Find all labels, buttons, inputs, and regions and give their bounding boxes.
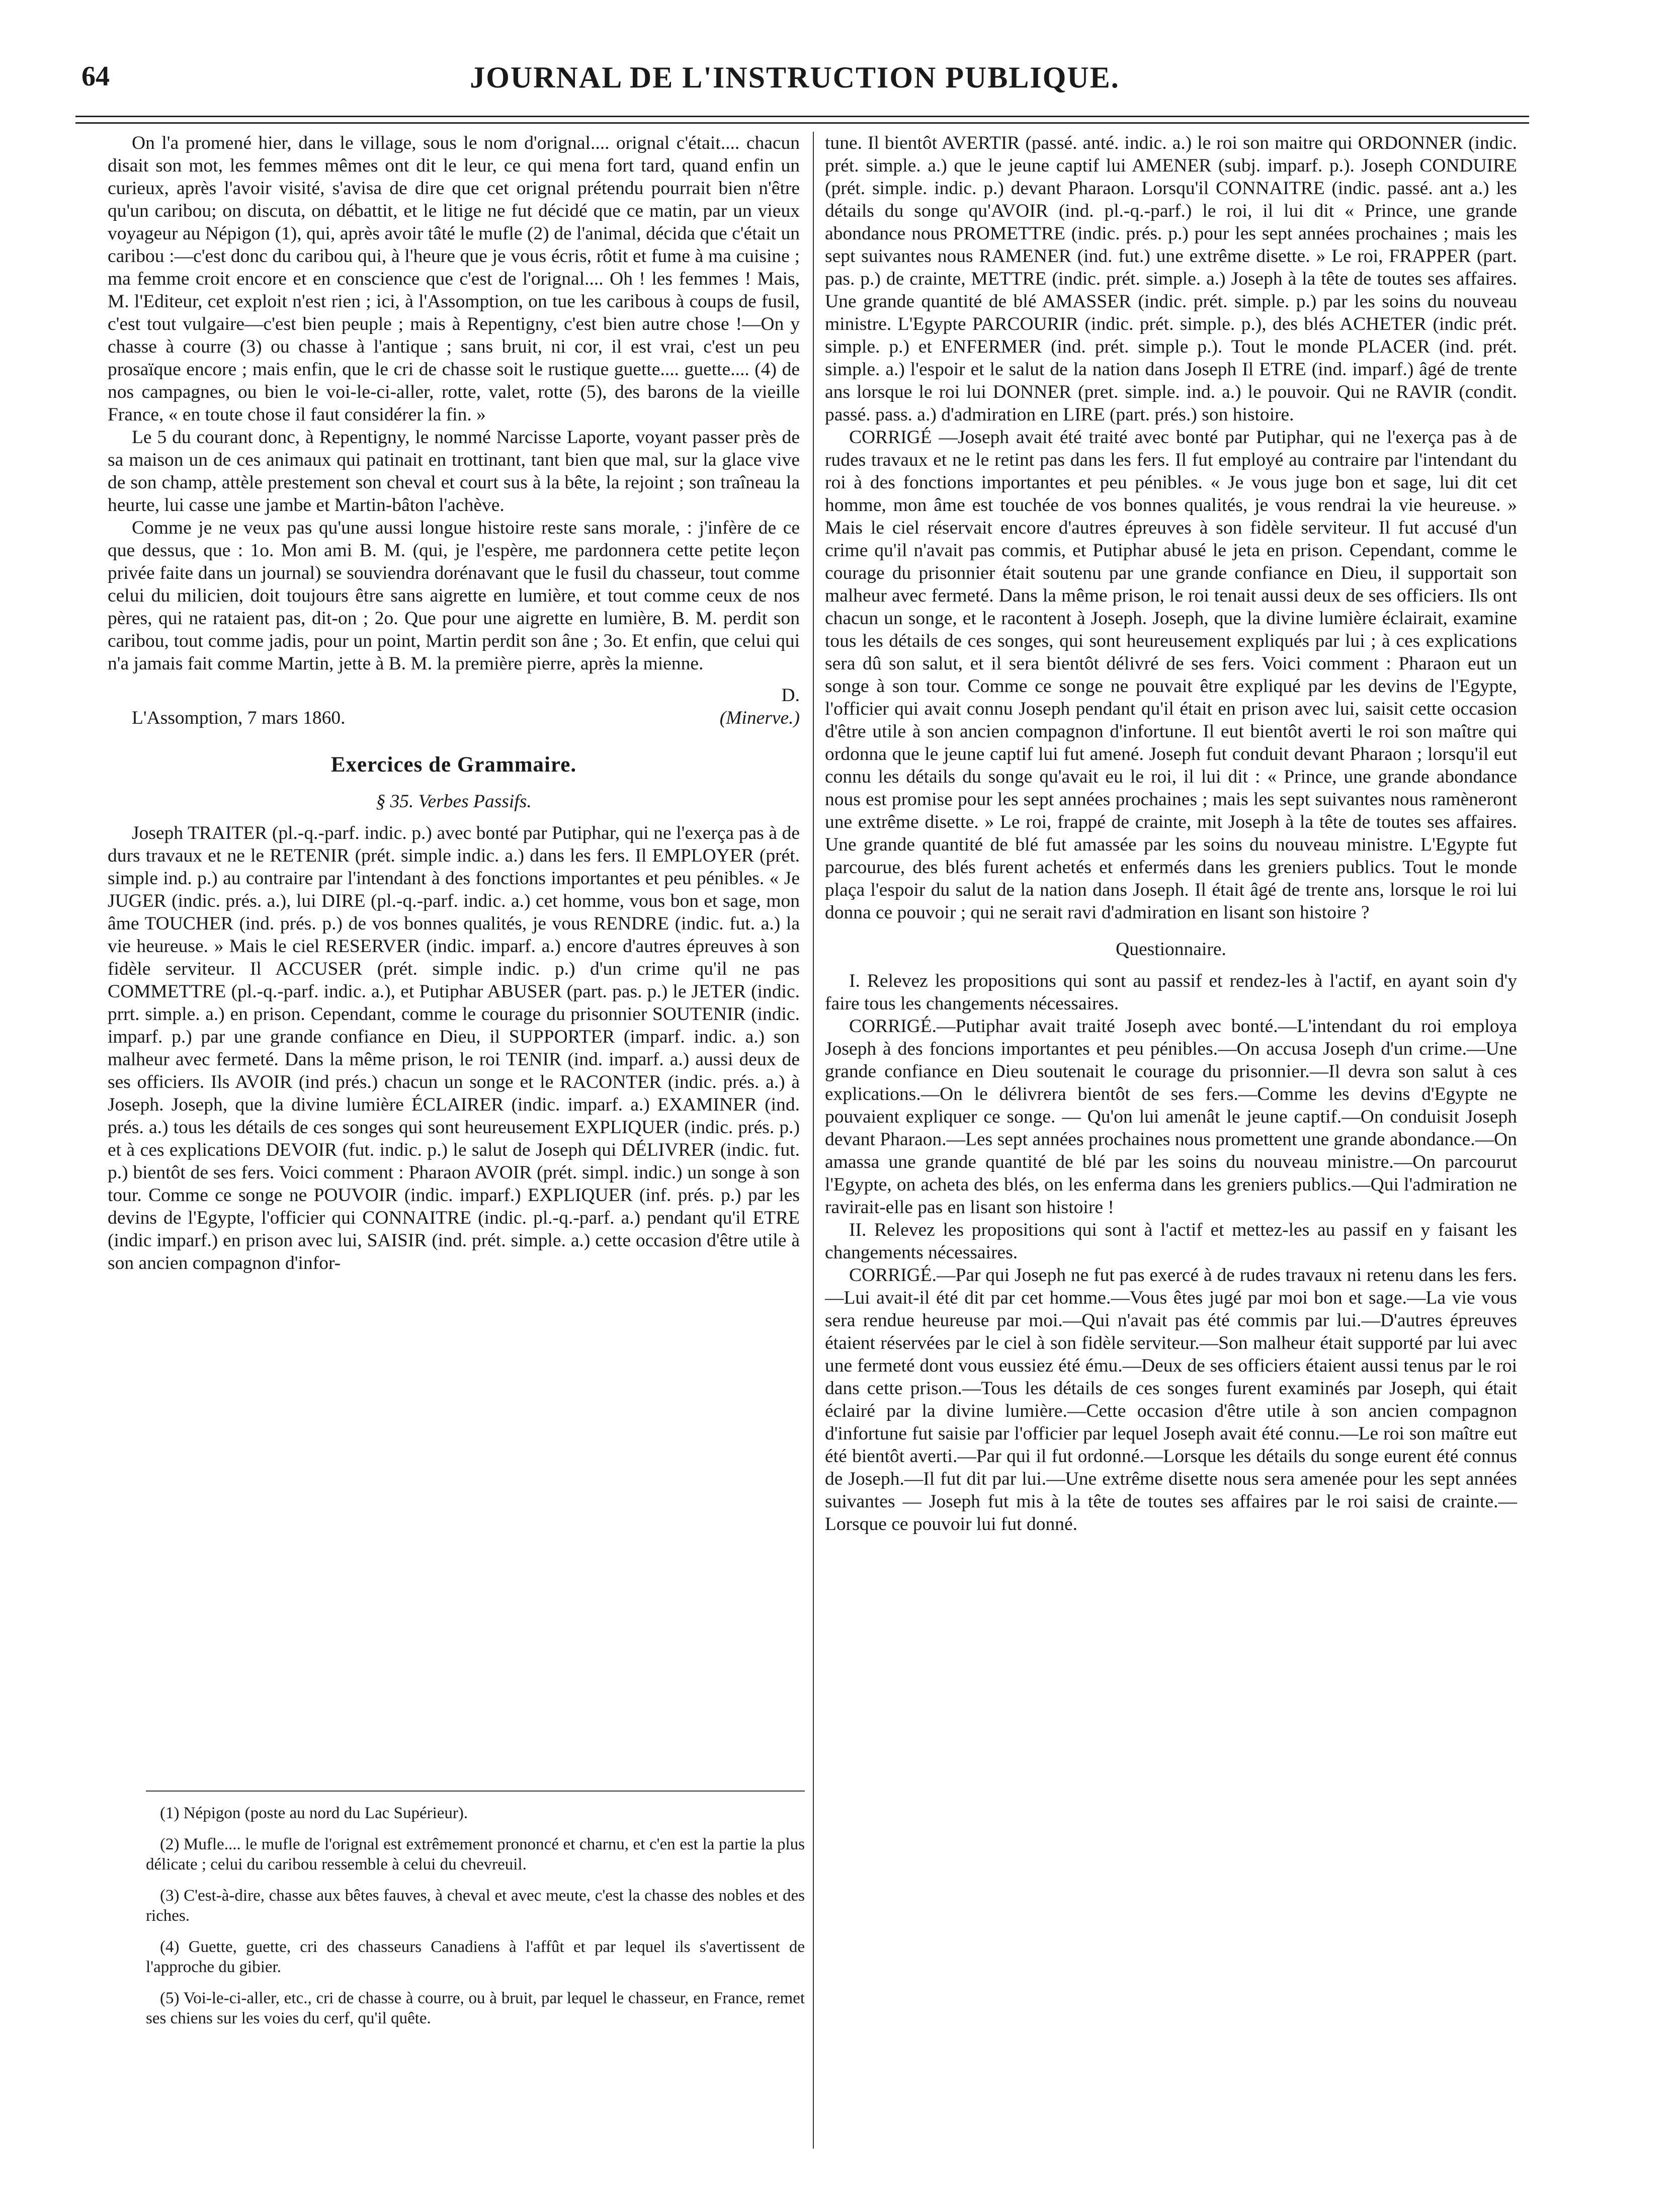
column-divider — [813, 132, 814, 2149]
questionnaire-title: Questionnaire. — [1116, 939, 1226, 960]
article-signature: D. — [781, 685, 800, 706]
article-paragraph: Comme je ne veux pas qu'une aussi longue histoire reste sans morale, : j'infère de ce que dessus, que : 1o. Mon ami B. M. (qui, je l'espère, me pardonnera cette petite leçon privée faite dans un journal) se souviendra dorénavant que le fusil du chasseur, tout comme celui du milicien, doit toujours être sans aigrette en lumière, et tout comme ceux de nos pères, qui ne rataient pas, dit-on ; 2o. Que pour une aigrette en lumière, B. M. perdit son caribou, tout comme jadis, pour un point, Martin perdit son âne ; 3o. Et enfin, que celui qui n'a jamais fait comme Martin, jette à B. M. la première pierre, après la mienne. — [108, 518, 800, 674]
article-paragraph: Le 5 du courant donc, à Repentigny, le nommé Narcisse Laporte, voyant passer près de sa maison un de ces animaux qui patinait en trottinant, tant bien que mal, sur la glace vive de son champ, attèle prestement son cheval et court sus à la bête, la rejoint ; son traîneau la heurte, lui casse une jambe et Martin-bâton l'achève. — [108, 427, 800, 516]
article-dateline — [108, 707, 800, 729]
footnote: (2) Mufle.... le mufle de l'orignal est extrêmement prononcé et charnu, et c'en est la partie la plus délicate ; celui du caribou ressemble à celui du chevreuil. — [146, 1835, 805, 1874]
left-column — [108, 132, 800, 1274]
question-two: II. Relevez les propositions qui sont à l'actif et mettez-les au passif en y faisant les changements nécessaires. — [825, 1220, 1517, 1263]
header-rule — [75, 116, 1529, 117]
header-rule-double — [75, 122, 1529, 124]
corrige-text: CORRIGÉ.—Par qui Joseph ne fut pas exercé à de rudes travaux ni retenu dans les fers.—Lui avait-il été dit par cet homme.—Vous êtes jugé par moi bon et sage.—La vie vous sera rendue heureuse par moi.—Qui n'avait pas été commis par lui.—D'autres épreuves étaient réservées par le ciel à son fidèle serviteur.—Son malheur était supporté par lui avec une fermeté dont vous eussiez été ému.—Deux de ses officiers étaient aussi tenus par le roi dans cette prison.—Tous les détails de ces songes furent examinés par Joseph, qui était éclairé par la divine lumière.—Cette occasion d'être utile à son ancien compagnon d'infortune fut saisie par l'officier par lequel Joseph avait été connu.—Le roi son maître eut été bientôt averti.—Par qui il fut ordonné.—Lorsque les détails du songe eurent été connus de Joseph.—Il fut dit par lui.—Une extrême disette nous sera amenée pour les sept années suivantes — Joseph fut mis à la tête de toutes ses affaires par le roi saisi de crainte.—Lorsque ce pouvoir lui fut donné. — [825, 1265, 1517, 1535]
footnote-rule — [146, 1791, 805, 1792]
question-one: I. Relevez les propositions qui sont au passif et rendez-les à l'actif, en ayant soin d'y faire tous les changements nécessaires. — [825, 971, 1517, 1014]
journal-title: JOURNAL DE L'INSTRUCTION PUBLIQUE. — [470, 61, 1120, 94]
article-source: (Minerve.) — [719, 708, 800, 728]
footnote: (5) Voi-le-ci-aller, etc., cri de chasse à courre, ou à bruit, par lequel le chasseur, en France, remet ses chiens sur les voies du cerf, qu'il quête. — [146, 1989, 805, 2027]
grammar-exercise: Joseph TRAITER (pl.-q.-parf. indic. p.) avec bonté par Putiphar, qui ne l'exerça pas à de durs travaux et ne le RETENIR (prét. simple indic. a.) dans les fers. Il EMPLOYER (prét. simple ind. p.) au contraire par l'intendant à des fonctions importantes et peu pénibles. « Je JUGER (indic. prés. a.), lui DIRE (pl.-q.-parf. indic. a.) cet homme, vous bon et sage, mon âme TOUCHER (ind. prés. p.) de vos bonnes qualités, je vous RENDRE (indic. fut. a.) la vie heureuse. » Mais le ciel RESERVER (indic. imparf. a.) encore d'autres épreuves à son fidèle serviteur. Il ACCUSER (prét. simple indic. p.) d'un crime qu'il ne pas COMMETTRE (pl.-q.-parf. indic. a.), et Putiphar ABUSER (part. pas. p.) le JETER (indic. prrt. simple. a.) en prison. Cependant, comme le courage du prisonnier SOUTENIR (indic. imparf. p.) par une grande confiance en Dieu, il SUPPORTER (imparf. indic. a.) son malheur avec fermeté. Dans la même prison, le roi TENIR (ind. imparf. a.) aussi deux de ses officiers. Ils AVOIR (ind prés.) chacun un songe et le RACONTER (indic. prés. a.) à Joseph. Joseph, que la divine lumière ÉCLAIRER (indic. imparf. a.) EXAMINER (ind. prés. a.) tous les détails de ces songes qui sont heureusement EXPLIQUER (indic. prés. p.) et à ces explications DEVOIR (fut. indic. p.) le salut de Joseph qui DÉLIVRER (indic. fut. p.) bientôt de ses fers. Voici comment : Pharaon AVOIR (prét. simpl. indic.) un songe à son tour. Comme ce songe ne POUVOIR (indic. imparf.) EXPLIQUER (inf. prés. p.) par les devins de l'Egypte, l'officier qui CONNAITRE (indic. pl.-q.-parf. a.) pendant qu'il ETRE (indic imparf.) en prison avec lui, SAISIR (ind. prét. simple. a.) cette occasion d'être utile à son ancien compagnon d'infor- — [108, 823, 800, 1273]
right-column — [825, 132, 1517, 1536]
section-title: Exercices de Grammaire. — [330, 753, 577, 777]
exercise-continuation: tune. Il bientôt AVERTIR (passé. anté. indic. a.) le roi son maitre qui ORDONNER (indic. prét. simple. a.) que le jeune captif lui AMENER (subj. imparf. p.). Joseph CONDUIRE (prét. simple. indic. p.) devant Pharaon. Lorsqu'il CONNAITRE (indic. passé. ant a.) les détails du songe qu'AVOIR (ind. pl.-q.-parf.) le roi, il lui dit « Prince, une grande abondance nous PROMETTRE (indic. prés. p.) pour les sept années prochaines ; mais les sept suivantes nous RAMENER (ind. fut.) une extrême disette. » Le roi, FRAPPER (part. pas. p.) de crainte, METTRE (indic. prét. simple. a.) Joseph à la tête de toutes ses affaires. Une grande quantité de blé AMASSER (indic. prét. simple. p.) par les soins du nouveau ministre. L'Egypte PARCOURIR (indic. prét. simple. p.), des blés ACHETER (indic prét. simple. p.) et ENFERMER (ind. prét. simple p.). Tout le monde PLACER (ind. prét. simple. a.) l'espoir et le salut de la nation dans Joseph Il ETRE (ind. imparf.) âgé de trente ans lorsque le roi lui DONNER (pret. simple. ind. a.) le pouvoir. Qui ne RAVIR (condit. passé. pass. a.) d'admiration en LIRE (part. prés.) son histoire. — [825, 133, 1517, 425]
footnotes — [146, 1803, 805, 2039]
article-paragraph: On l'a promené hier, dans le village, sous le nom d'orignal.... orignal c'était.... chacun disait son mot, les femmes mêmes ont dit le leur, ce qui mena fort tard, quand enfin un curieux, après l'avoir visité, s'avisa de dire que cet orignal prétendu pourrait bien n'être qu'un caribou; on discuta, on débattit, et le litige ne fut décidé que ce matin, par un vieux voyageur au Népigon (1), qui, après avoir tâté le mufle (2) de l'animal, décida que c'était un caribou :—c'est donc du caribou qui, à l'heure que je vous écris, rôtit et fume à ma cuisine ; ma femme croit encore et en conscience que c'est de l'orignal.... Oh ! les femmes ! Mais, M. l'Editeur, cet exploit n'est rien ; ici, à l'Assomption, on tue les caribous à coups de fusil, c'est tout vulgaire—c'est bien peuple ; mais à Repentigny, c'est bien autre chose !—On y chasse à courre (3) ou chasse à l'antique ; sans bruit, ni cor, il est vrai, c'est un peu prosaïque encore ; mais enfin, que le cri de chasse soit le rustique guette.... guette.... (4) de nos campagnes, ou bien le voi-le-ci-aller, rotte, valet, rotte (5), des barons de la vieille France, « en toute chose il faut considérer la fin. » — [108, 133, 800, 425]
page-header — [75, 60, 1514, 101]
footnote: (4) Guette, guette, cri des chasseurs Canadiens à l'affût et par lequel ils s'avertissent de l'approche du gibier. — [146, 1938, 805, 1976]
section-subtitle: § 35. Verbes Passifs. — [376, 791, 532, 812]
corrige-text: CORRIGÉ.—Putiphar avait traité Joseph avec bonté.—L'intendant du roi employa Joseph à des foncions importantes et peu pénibles.—On accusa Joseph d'un crime.—Une grande confiance en Dieu soutenait le courage du prisonnier.—Il devra son salut à ces explications.—On le délivrera bientôt de ses fers.—Comme les devins d'Egypte ne pouvaient expliquer ce songe. — Qu'on lui amenât le jeune captif.—On conduisit Joseph devant Pharaon.—Les sept années prochaines nous promettent une grande abondance.—On amassa une grande quantité de blé par les soins du nouveau ministre.—On parcourut l'Egypte, on acheta des blés, on les enferma dans les greniers publics.—Qui l'admiration ne ravirait-elle pas en lisant son histoire ! — [825, 1016, 1517, 1218]
footnote: (3) C'est-à-dire, chasse aux bêtes fauves, à cheval et avec meute, c'est la chasse des nobles et des riches. — [146, 1887, 805, 1925]
corrige-text: CORRIGÉ —Joseph avait été traité avec bonté par Putiphar, qui ne l'exerça pas à de rudes travaux et ne le retint pas dans les fers. Il fut employé au contraire par l'intendant du roi à des fonctions importantes et peu pénibles. « Je vous juge bon et sage, lui dit cet homme, mon âme est touchée de vos bonnes qualités, je vous rendrai la vie heureuse. » Mais le ciel réservait encore d'autres épreuves à son fidèle serviteur. Il fut accusé d'un crime qu'il n'avait pas commis, et Putiphar abusé le jeta en prison. Cependant, comme le courage du prisonnier était soutenu par une grande confiance en Dieu, il supportait son malheur avec fermeté. Dans la même prison, le roi tenait aussi deux de ses officiers. Ils ont chacun un songe, et le racontent à Joseph. Joseph, que la divine lumière éclairait, examine tous les détails de ces songes, qui sont heureusement expliqués par lui ; à ces explications sera dû son salut, et il sera bientôt délivré de ses fers. Voici comment : Pharaon eut un songe à son tour. Comme ce songe ne pouvait être expliqué par les devins de l'Egypte, l'officier qui avait connu Joseph pendant qu'il était en prison avec lui, saisit cette occasion d'être utile à son ancien compagnon d'infortune. Il eut bientôt averti le roi son maître qui ordonna que le jeune captif lui fut amené. Joseph fut conduit devant Pharaon ; lorsqu'il eut connu les détails du songe qu'avait eu le roi, il lui dit : « Prince, une grande abondance nous est promise pour les sept années prochaines ; mais les sept suivantes nous ramèneront une extrême disette. » Le roi, frappé de crainte, mit Joseph à la tête de toutes ses affaires. Une grande quantité de blé fut amassée par les soins du nouveau ministre. L'Egypte fut parcourue, des blés furent achetés et enfermés dans les greniers publics. Tout le monde plaça l'espoir du salut de la nation dans Joseph. Il était âgé de trente ans, lorsque le roi lui donna ce pouvoir ; qui ne serait ravi d'admiration en lisant son histoire ? — [825, 427, 1517, 923]
place-date: L'Assomption, 7 mars 1860. — [132, 708, 346, 728]
footnote: (1) Népigon (poste au nord du Lac Supérieur). — [160, 1804, 468, 1822]
page-number: 64 — [81, 61, 110, 92]
